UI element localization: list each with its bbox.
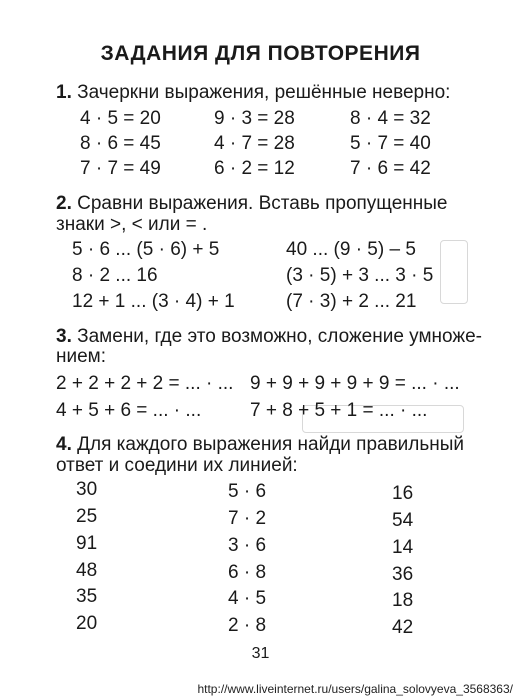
task1-expr[interactable]: 8 · 6 = 45 bbox=[80, 133, 161, 154]
page-number: 31 bbox=[251, 645, 270, 662]
task4-answer-right[interactable]: 42 bbox=[392, 617, 414, 638]
task4-answer-left[interactable]: 30 bbox=[76, 479, 98, 500]
task2-compare[interactable]: (7 · 3) + 2 ... 21 bbox=[286, 291, 417, 312]
task2-compare[interactable]: 12 + 1 ... (3 · 4) + 1 bbox=[72, 291, 235, 312]
task3-heading bbox=[56, 326, 482, 348]
task1-expr[interactable]: 9 · 3 = 28 bbox=[214, 108, 295, 129]
task3-expr[interactable]: 2 + 2 + 2 + 2 = ... · ... bbox=[56, 373, 234, 394]
task1-number: 1. bbox=[56, 82, 72, 103]
task1-expr[interactable]: 4 · 7 = 28 bbox=[214, 133, 295, 154]
task4-answer-right[interactable]: 16 bbox=[392, 483, 414, 504]
page-title: ЗАДАНИЯ ДЛЯ ПОВТОРЕНИЯ bbox=[100, 42, 421, 65]
task4-answer-right[interactable]: 54 bbox=[392, 510, 414, 531]
task2-line1: Сравни выражения. Вставь пропущенные bbox=[77, 193, 448, 214]
task4-answer-right[interactable]: 18 bbox=[392, 590, 414, 611]
task3-line2: нием: bbox=[56, 346, 107, 367]
task4-expression[interactable]: 5 · 6 bbox=[228, 481, 267, 502]
task3-line1: Замени, где это возможно, сложение умноже- bbox=[77, 326, 482, 347]
source-url[interactable]: http://www.liveinternet.ru/users/galina_solovyeva_3568363/ bbox=[197, 682, 513, 696]
task1-expr[interactable]: 6 · 2 = 12 bbox=[214, 158, 295, 179]
task2-number: 2. bbox=[56, 193, 72, 214]
task4-answer-right[interactable]: 36 bbox=[392, 564, 414, 585]
task2-compare[interactable]: (3 · 5) + 3 ... 3 · 5 bbox=[286, 265, 434, 286]
task1-expr[interactable]: 8 · 4 = 32 bbox=[350, 108, 431, 129]
task2-compare[interactable]: 8 · 2 ... 16 bbox=[72, 265, 158, 286]
task4-expression[interactable]: 3 · 6 bbox=[228, 535, 267, 556]
task1-expr[interactable]: 7 · 7 = 49 bbox=[80, 158, 161, 179]
task1-heading bbox=[56, 82, 450, 104]
task4-answer-left[interactable]: 20 bbox=[76, 613, 98, 634]
task3-number: 3. bbox=[56, 326, 72, 347]
task1-expr[interactable]: 7 · 6 = 42 bbox=[350, 158, 431, 179]
task4-line2: ответ и соедини их линией: bbox=[56, 455, 298, 476]
task4-line1: Для каждого выражения найди правильный bbox=[77, 434, 465, 455]
task1-expr[interactable]: 4 · 5 = 20 bbox=[80, 108, 161, 129]
task2-compare[interactable]: 5 · 6 ... (5 · 6) + 5 bbox=[72, 239, 220, 260]
task3-expr[interactable]: 7 + 8 + 5 + 1 = ... · ... bbox=[250, 400, 428, 421]
task2-compare[interactable]: 40 ... (9 · 5) – 5 bbox=[286, 239, 416, 260]
task4-answer-left[interactable]: 91 bbox=[76, 533, 98, 554]
task4-number: 4. bbox=[56, 434, 72, 455]
task1-text: Зачеркни выражения, решённые неверно: bbox=[77, 82, 451, 103]
task4-expression[interactable]: 6 · 8 bbox=[228, 562, 267, 583]
task3-expr[interactable]: 4 + 5 + 6 = ... · ... bbox=[56, 400, 202, 421]
task4-expression[interactable]: 2 · 8 bbox=[228, 615, 267, 636]
task4-answer-right[interactable]: 14 bbox=[392, 537, 414, 558]
task4-answer-left[interactable]: 48 bbox=[76, 560, 98, 581]
task2-line2: знаки >, < или = . bbox=[56, 214, 208, 235]
task1-expr[interactable]: 5 · 7 = 40 bbox=[350, 133, 431, 154]
task4-heading bbox=[56, 434, 464, 456]
task3-expr[interactable]: 9 + 9 + 9 + 9 + 9 = ... · ... bbox=[250, 373, 460, 394]
task4-expression[interactable]: 7 · 2 bbox=[228, 508, 267, 529]
task4-answer-left[interactable]: 35 bbox=[76, 586, 98, 607]
bleed-through-box bbox=[440, 240, 468, 304]
task4-answer-left[interactable]: 25 bbox=[76, 506, 98, 527]
task4-expression[interactable]: 4 · 5 bbox=[228, 588, 267, 609]
task2-heading bbox=[56, 193, 448, 215]
